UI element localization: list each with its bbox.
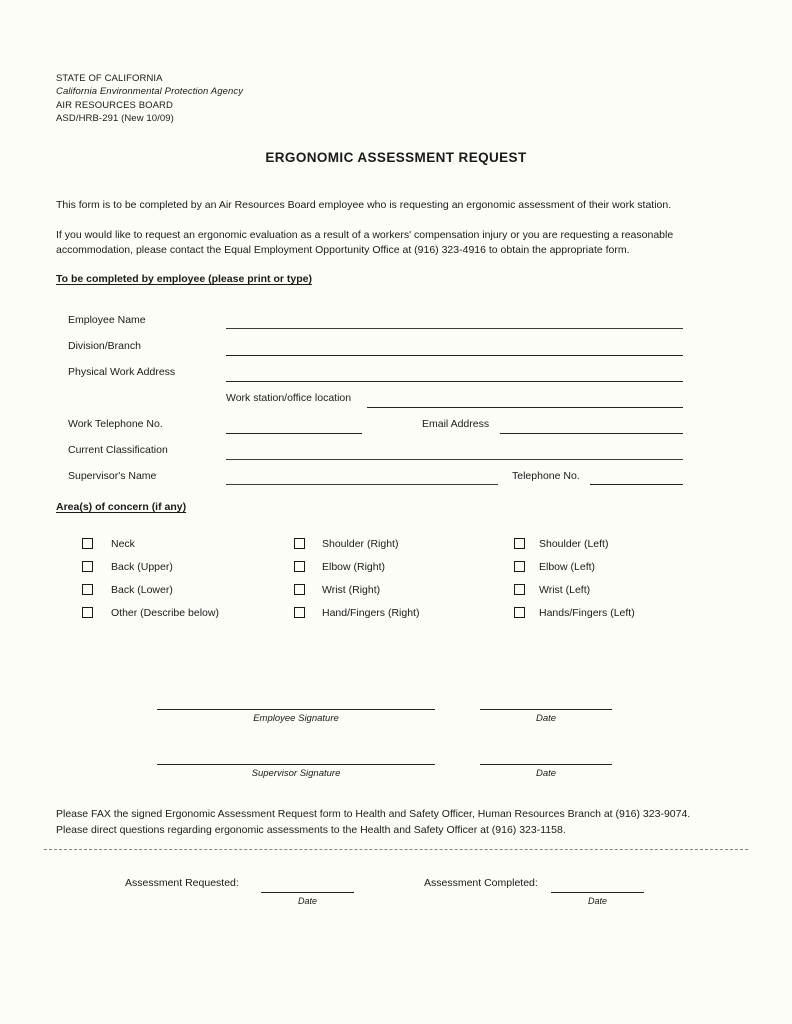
input-employee-signature[interactable] [157,709,435,710]
caption-supervisor-signature: Supervisor Signature [251,768,341,779]
label-work-telephone: Work Telephone No. [68,418,163,430]
checkbox-neck[interactable] [82,538,93,549]
label-employee-name: Employee Name [68,314,146,326]
form-number-line: ASD/HRB-291 (New 10/09) [56,112,174,124]
checkbox-label-hands-fingers-left: Hands/Fingers (Left) [539,607,635,619]
section-divider [44,849,748,850]
label-email-address: Email Address [422,418,490,430]
agency-header [56,72,243,125]
checkbox-other[interactable] [82,607,93,618]
checkbox-label-neck: Neck [111,538,135,550]
caption-assessment-completed-date: Date [587,896,607,906]
input-supervisor-telephone[interactable] [590,484,683,485]
checkbox-wrist-right[interactable] [294,584,305,595]
agency-arb-line: AIR RESOURCES BOARD [56,99,173,111]
intro-paragraph-2: If you would like to request an ergonomic evaluation as a result of a workers' compensation injury or you are requesting a reasonable accommodation, please contact the Equal Employment Opportunity Office at (916) 323-4916 to obtain the appropriate form. [56,229,674,256]
footer-fax-instruction: Please FAX the signed Ergonomic Assessment Request form to Health and Safety Officer, Human Resources Branch at (916) 323-9074. [56,808,691,820]
input-work-telephone[interactable] [226,433,362,434]
checkbox-label-elbow-left: Elbow (Left) [539,561,596,573]
input-supervisor-signature-date[interactable] [480,764,612,765]
caption-employee-signature-date: Date [535,713,557,724]
input-email-address[interactable] [500,433,683,434]
checkbox-elbow-left[interactable] [514,561,525,572]
label-work-station-location: Work station/office location [226,392,352,404]
checkbox-label-back-upper: Back (Upper) [111,561,173,573]
checkbox-label-other: Other (Describe below) [111,607,219,619]
input-physical-work-address[interactable] [226,381,683,382]
label-assessment-completed: Assessment Completed: [424,877,538,889]
checkbox-label-shoulder-left: Shoulder (Left) [539,538,609,550]
caption-assessment-requested-date: Date [297,896,317,906]
employee-section-heading: To be completed by employee (please print or type) [56,273,312,285]
page-title: ERGONOMIC ASSESSMENT REQUEST [265,150,527,165]
caption-supervisor-signature-date: Date [535,768,557,779]
checkbox-label-wrist-left: Wrist (Left) [539,584,591,596]
input-work-station-location[interactable] [367,407,683,408]
input-assessment-requested-date[interactable] [261,892,354,893]
intro-paragraph-1: This form is to be completed by an Air Resources Board employee who is requesting an ergonomic assessment of their work station. [56,199,672,211]
input-division-branch[interactable] [226,355,683,356]
input-employee-signature-date[interactable] [480,709,612,710]
footer-questions-instruction: Please direct questions regarding ergonomic assessments to the Health and Safety Officer at (916) 323-1158. [56,824,566,836]
label-physical-work-address: Physical Work Address [68,366,176,378]
label-division-branch: Division/Branch [68,340,141,352]
checkbox-wrist-left[interactable] [514,584,525,595]
checkbox-back-lower[interactable] [82,584,93,595]
checkbox-back-upper[interactable] [82,561,93,572]
label-assessment-requested: Assessment Requested: [125,877,239,889]
label-supervisor-telephone: Telephone No. [512,470,580,482]
checkbox-label-back-lower: Back (Lower) [111,584,173,596]
input-current-classification[interactable] [226,459,683,460]
checkbox-label-hand-fingers-right: Hand/Fingers (Right) [322,607,420,619]
checkbox-label-wrist-right: Wrist (Right) [322,584,381,596]
checkbox-shoulder-left[interactable] [514,538,525,549]
input-employee-name[interactable] [226,328,683,329]
checkbox-label-shoulder-right: Shoulder (Right) [322,538,399,550]
checkbox-label-elbow-right: Elbow (Right) [322,561,386,573]
input-assessment-completed-date[interactable] [551,892,644,893]
areas-of-concern-heading: Area(s) of concern (if any) [56,501,187,513]
agency-state-line: STATE OF CALIFORNIA [56,73,163,84]
label-current-classification: Current Classification [68,444,168,456]
checkbox-elbow-right[interactable] [294,561,305,572]
label-supervisor-name: Supervisor's Name [68,470,157,482]
agency-calepa-line: California Environmental Protection Agency [56,86,244,98]
checkbox-shoulder-right[interactable] [294,538,305,549]
input-supervisor-name[interactable] [226,484,498,485]
input-supervisor-signature[interactable] [157,764,435,765]
caption-employee-signature: Employee Signature [253,713,339,724]
checkbox-hands-fingers-left[interactable] [514,607,525,618]
checkbox-hand-fingers-right[interactable] [294,607,305,618]
